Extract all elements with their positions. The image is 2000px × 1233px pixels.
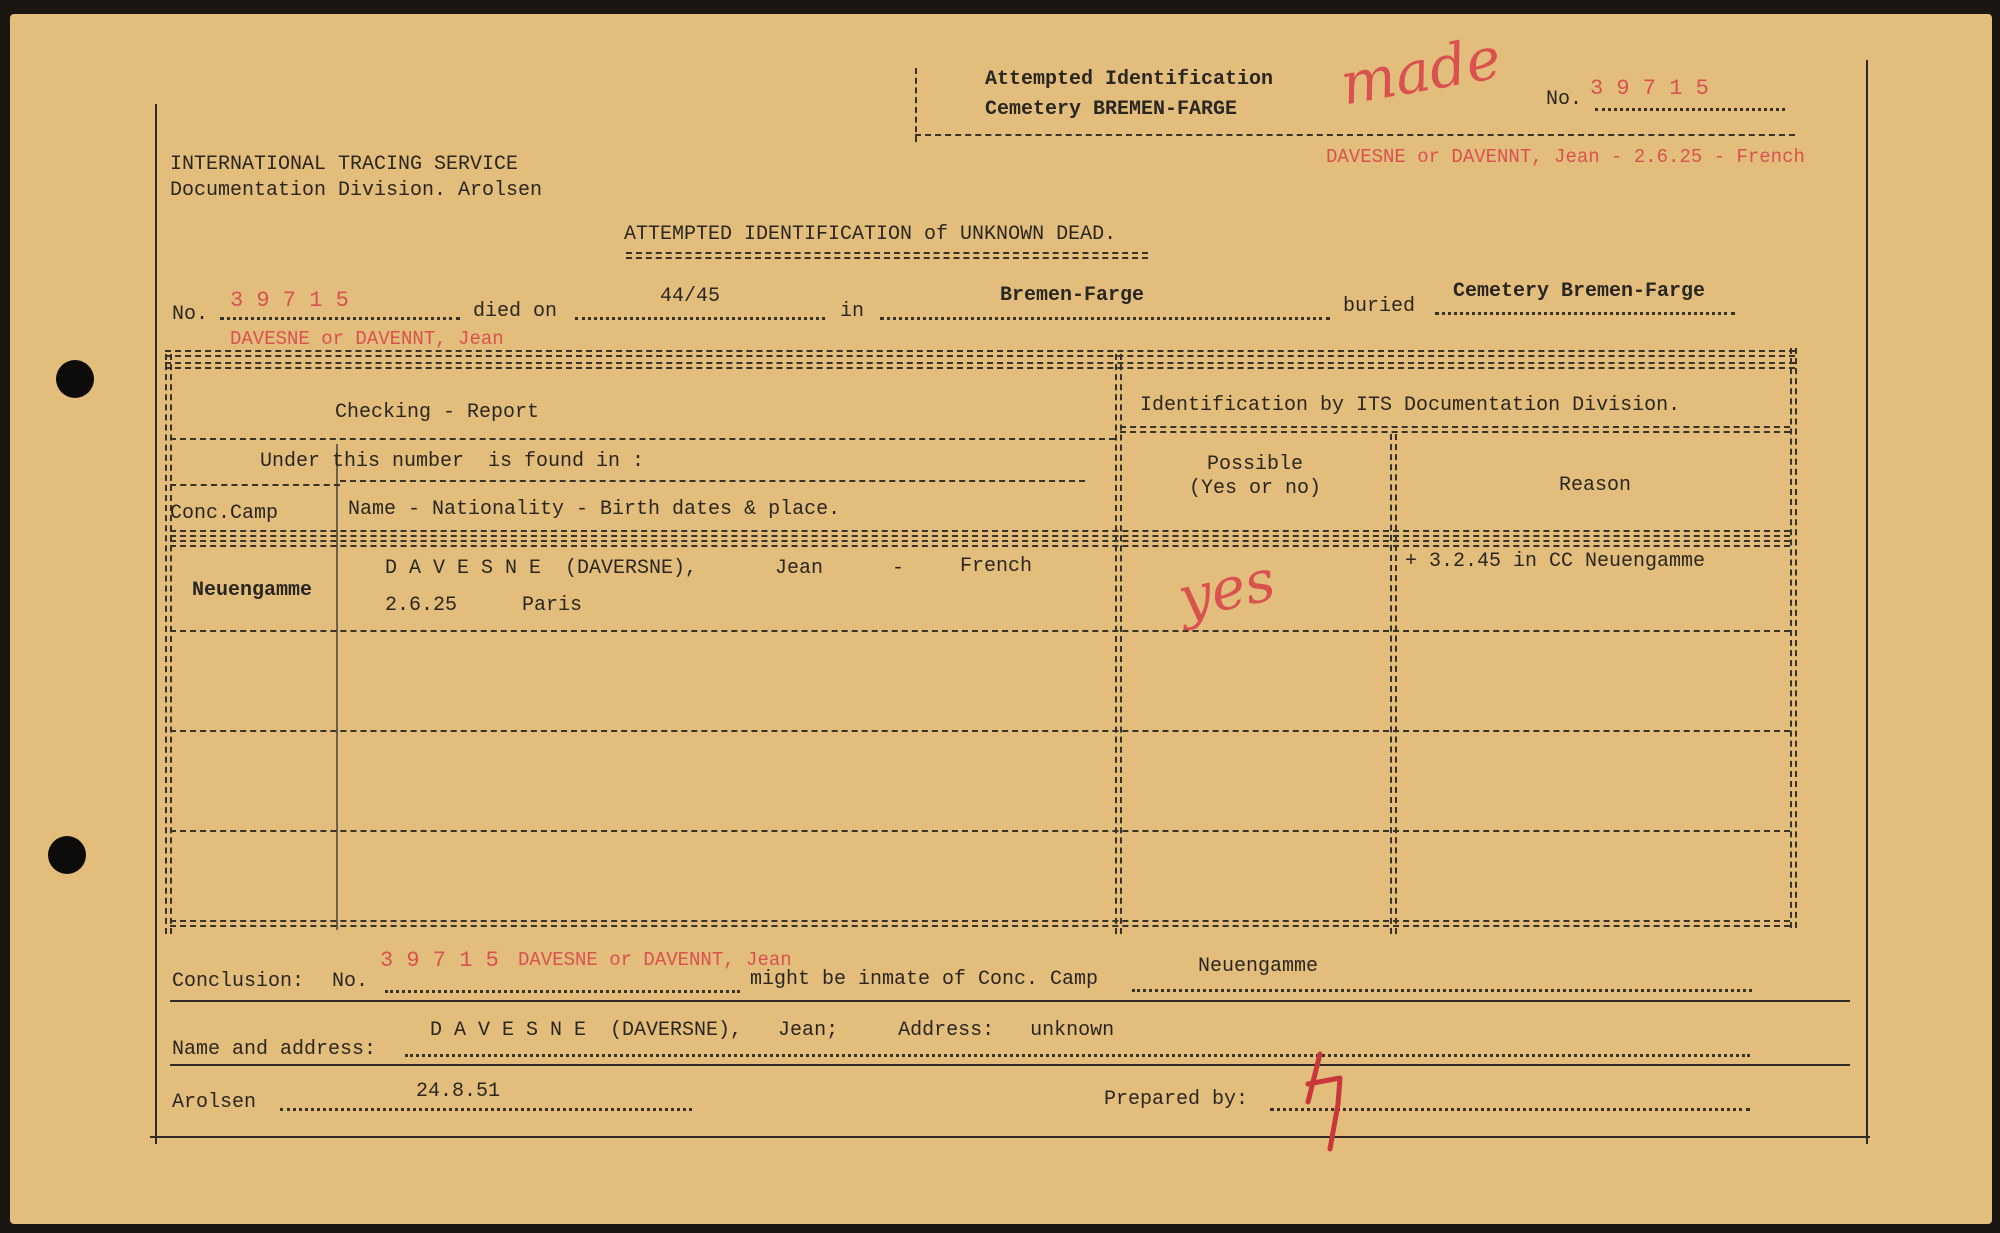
frame-left (155, 104, 157, 1144)
row-separator-2 (170, 730, 1790, 732)
form-title: ATTEMPTED IDENTIFICATION of UNKNOWN DEAD. (624, 223, 1117, 246)
conclusion-name: DAVESNE or DAVENNT, Jean (518, 949, 792, 971)
table-bottom-line (170, 920, 1790, 927)
conclusion-camp: Neuengamme (1198, 955, 1319, 978)
row-nationality: French (960, 555, 1033, 578)
org-line-1: INTERNATIONAL TRACING SERVICE (170, 153, 519, 176)
name-address-rule (170, 1064, 1850, 1066)
row-separator-3 (170, 830, 1790, 832)
row-first-name: Jean (775, 557, 824, 580)
footer-date: 24.8.51 (416, 1080, 501, 1103)
record-buried-label: buried (1343, 295, 1416, 318)
prepared-by-label: Prepared by: (1104, 1088, 1249, 1111)
table-divider-reason (1390, 434, 1397, 934)
table-divider-camp (336, 444, 338, 930)
row-reason: + 3.2.45 in CC Neuengamme (1405, 550, 1706, 573)
stamp-box-bottom (915, 134, 1795, 136)
conclusion-text: might be inmate of Conc. Camp (750, 968, 1099, 991)
conclusion-no-label: No. (332, 970, 369, 993)
row-camp: Neuengamme (192, 579, 313, 602)
org-line-2: Documentation Division. Arolsen (170, 179, 543, 202)
row-separator-1 (170, 630, 1790, 632)
col-possible-header-1: Possible (1206, 453, 1303, 476)
record-in-label: in (840, 300, 865, 323)
top-no-dots (1595, 108, 1785, 111)
handwritten-made: made (1335, 23, 1506, 119)
record-buried-value: Cemetery Bremen-Farge (1453, 280, 1706, 303)
table-right-border (1790, 348, 1797, 928)
found-in-label: Under this number is found in : (260, 450, 645, 473)
table-top-line (165, 350, 1795, 357)
conclusion-camp-dots (1132, 989, 1752, 992)
conclusion-label: Conclusion: (172, 970, 305, 993)
row-possible-handwritten: yes (1171, 545, 1281, 633)
table-left-border (165, 354, 172, 934)
col-reason-header: Reason (1558, 474, 1631, 497)
record-died-label: died on (473, 300, 558, 323)
table-divider-main (1115, 354, 1122, 934)
conclusion-no-dots (385, 990, 740, 993)
col-name-header: Name - Nationality - Birth dates & place. (348, 498, 841, 521)
record-no-value: 3 9 7 1 5 (230, 288, 349, 313)
row-dash: - (892, 557, 905, 580)
row-place: Paris (522, 594, 583, 617)
record-buried-dots (1435, 312, 1735, 315)
col-camp-header: Conc.Camp (170, 502, 279, 525)
record-in-value: Bremen-Farge (1000, 284, 1145, 307)
right-header: Identification by ITS Documentation Division. (1140, 394, 1681, 417)
row-name: D A V E S N E (DAVERSNE), (385, 557, 698, 580)
row-dob: 2.6.25 (385, 594, 458, 617)
header-separator-right (1120, 426, 1790, 433)
record-in-dots (880, 317, 1330, 320)
record-no-dots (220, 317, 460, 320)
footer-place: Arolsen (172, 1091, 257, 1114)
top-no-label: No. (1546, 88, 1583, 111)
record-no-label: No. (172, 303, 209, 326)
conclusion-no-value: 3 9 7 1 5 (380, 948, 499, 973)
column-header-bottom (170, 530, 1790, 537)
record-died-dots (575, 317, 825, 320)
punch-hole-bottom (48, 836, 86, 874)
top-name-note: DAVESNE or DAVENNT, Jean - 2.6.25 - French (1326, 146, 1805, 168)
stamp-line-2: Cemetery BREMEN-FARGE (985, 98, 1238, 121)
conclusion-rule (170, 1000, 1850, 1002)
name-address-label: Name and address: (172, 1038, 377, 1061)
column-header-bottom-2 (170, 540, 1790, 547)
punch-hole-top (56, 360, 94, 398)
name-address-dots (405, 1054, 1750, 1057)
header-separator-left (170, 438, 1115, 440)
index-card (10, 14, 1992, 1224)
top-no-value: 3 9 7 1 5 (1590, 76, 1709, 101)
frame-bottom (150, 1136, 1870, 1138)
name-address-value: D A V E S N E (DAVERSNE), Jean; Address: unknown (430, 1019, 1115, 1042)
footer-date-dots (280, 1108, 692, 1111)
record-name-note: DAVESNE or DAVENNT, Jean (230, 328, 504, 350)
left-header: Checking - Report (335, 401, 540, 424)
stamp-line-1: Attempted Identification (985, 68, 1274, 91)
signature-mark (1300, 1044, 1360, 1154)
frame-right (1866, 60, 1868, 1144)
found-in-underline (340, 480, 1085, 482)
stamp-box-left (915, 68, 917, 142)
found-in-underline-left (170, 484, 340, 486)
col-possible-header-2: (Yes or no) (1188, 477, 1322, 500)
record-died-value: 44/45 (660, 285, 721, 308)
table-top-line-2 (165, 362, 1795, 369)
title-underline (626, 252, 1148, 259)
